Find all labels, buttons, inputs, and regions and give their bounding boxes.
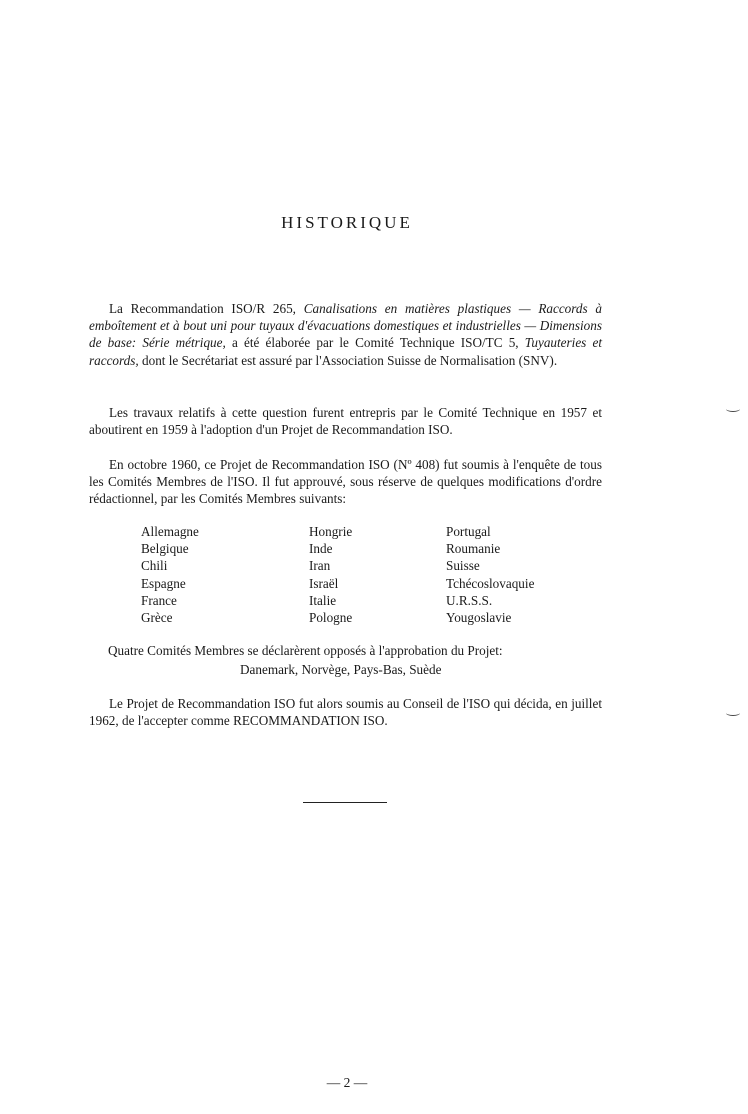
member-name: Espagne (141, 575, 186, 591)
member-name: U.R.S.S. (446, 592, 493, 608)
page-number: — 2 — (326, 1075, 368, 1090)
committee-title: Tuyauteries et raccords, (89, 335, 602, 368)
member-name: Inde (309, 541, 333, 557)
members-column-1 (141, 523, 281, 626)
member-name: Chili (141, 558, 168, 574)
member-name: Yougoslavie (446, 609, 512, 625)
margin-mark (726, 710, 740, 716)
member-name: Pologne (309, 609, 353, 625)
separator-rule (303, 802, 387, 803)
submission-paragraph (89, 456, 602, 508)
member-name: Iran (309, 558, 331, 574)
work-text: Les travaux relatifs à cette question furent entrepris par le Comité Technique en 1957 et aboutirent en 1959 à l'adoption d'un Projet de Recommandation ISO. (89, 405, 602, 438)
member-name: Grèce (141, 609, 173, 625)
opposed-intro-text: Quatre Comités Membres se déclarèrent opposés à l'approbation du Projet: (108, 643, 503, 658)
member-name: Italie (309, 592, 337, 608)
intro-suffix: dont le Secrétariat est assuré par l'Association Suisse de Normalisation (SNV). (138, 352, 558, 368)
intro-prefix: La Recommandation ISO/R 265, (109, 301, 304, 316)
member-name: Hongrie (309, 524, 353, 539)
page-title: HISTORIQUE (281, 213, 413, 232)
submission-text: En octobre 1960, ce Projet de Recommandation ISO (Nº 408) fut soumis à l'enquête de tous les Comités Membres de l'ISO. Il fut approuvé, sous réserve de quelques modifications d'ordre rédactionnel, par les Comités Membres suivants: (89, 457, 602, 507)
opposed-members-list: Danemark, Norvège, Pays-Bas, Suède (240, 662, 442, 677)
member-name: Tchécoslovaquie (446, 575, 535, 591)
member-name: Roumanie (446, 541, 501, 557)
member-name: Belgique (141, 541, 189, 557)
final-paragraph (89, 695, 602, 729)
member-name: France (141, 592, 177, 608)
intro-paragraph (89, 300, 602, 369)
members-column-3 (446, 523, 586, 626)
member-name: Portugal (446, 524, 491, 539)
margin-mark (726, 406, 740, 412)
member-name: Allemagne (141, 524, 199, 539)
recommendation-title: Canalisations en matières plastiques — Raccords à emboîtement et à bout uni pour tuyaux d'évacuations domestiques et industrielles — Dimensions de base: Série métrique, (89, 301, 602, 351)
work-paragraph (89, 404, 602, 438)
members-column-2 (309, 523, 449, 626)
member-name: Suisse (446, 558, 480, 574)
final-text: Le Projet de Recommandation ISO fut alors soumis au Conseil de l'ISO qui décida, en juillet 1962, de l'accepter comme RECOMMANDATION ISO. (89, 696, 602, 729)
intro-middle: a été élaborée par le Comité Technique ISO/TC 5, (225, 335, 525, 351)
member-name: Israël (309, 575, 339, 591)
